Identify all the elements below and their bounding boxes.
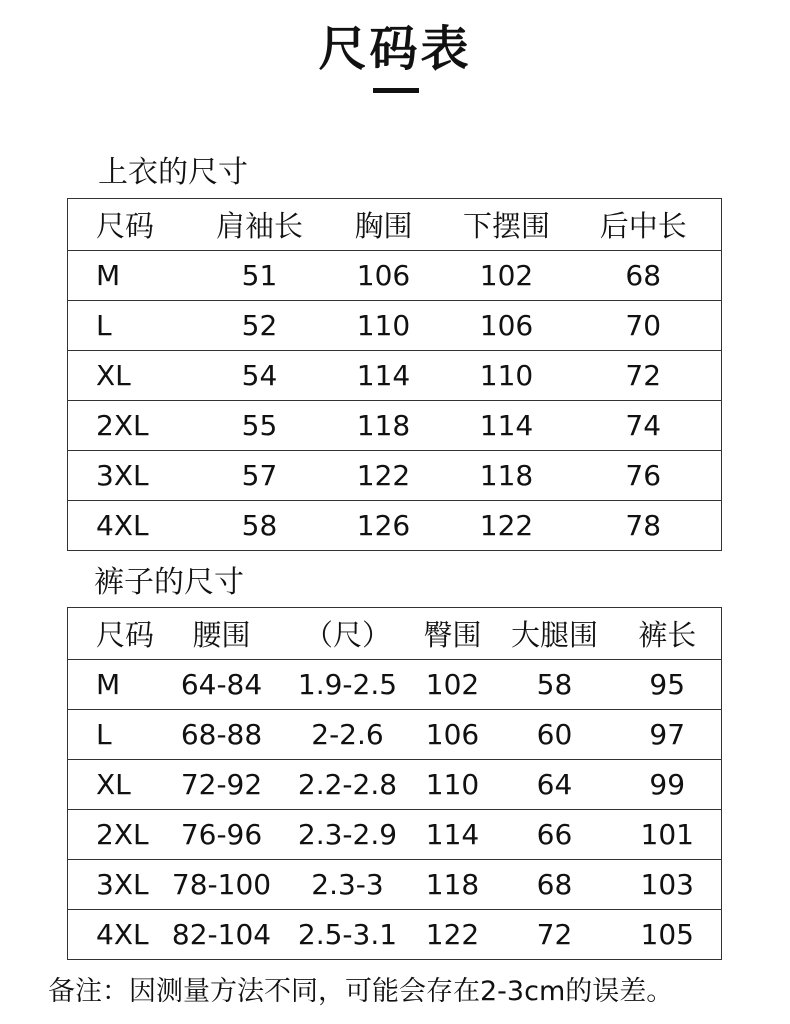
table-row — [68, 251, 722, 301]
table-cell: 51 — [200, 251, 320, 301]
table-cell: 110 — [410, 760, 496, 810]
table-cell: 102 — [410, 660, 496, 710]
table-cell: 64 — [496, 760, 614, 810]
table-cell: 95 — [614, 660, 722, 710]
header-cell: 尺码 — [68, 608, 158, 660]
top-section-title: 上衣的尺寸 — [98, 155, 248, 190]
table-cell: 106 — [410, 710, 496, 760]
table-cell: 82-104 — [171, 918, 272, 951]
table-cell: 78-100 — [158, 860, 286, 910]
table-row — [68, 910, 722, 960]
table-cell: 70 — [566, 301, 722, 351]
table-row — [68, 710, 722, 760]
table-cell: 122 — [320, 451, 448, 501]
table-cell: 72-92 — [158, 760, 286, 810]
measurement-note: 备注：因测量方法不同，可能会存在2-3cm的误差。 — [48, 976, 674, 1007]
table-cell: 72 — [566, 351, 722, 401]
table-cell: 97 — [614, 710, 722, 760]
table-row — [68, 860, 722, 910]
header-cell: （尺） — [286, 608, 410, 660]
page-title: 尺码表 — [318, 21, 472, 77]
table-cell: 55 — [200, 401, 320, 451]
table-row — [68, 501, 722, 551]
table-cell: 114 — [320, 351, 448, 401]
pants-size-table — [67, 607, 722, 960]
header-cell: 后中长 — [566, 199, 722, 251]
size-cell: XL — [68, 760, 158, 810]
table-cell: 118 — [448, 451, 566, 501]
header-cell: 臀围 — [410, 608, 496, 660]
table-cell: 106 — [448, 301, 566, 351]
table-cell: 103 — [614, 860, 722, 910]
table-cell: 1.9-2.5 — [286, 660, 410, 710]
table-cell: 54 — [200, 351, 320, 401]
size-cell: 2XL — [68, 401, 200, 451]
table-cell: 2.5-3.1 — [297, 918, 398, 951]
table-cell: 68 — [496, 860, 614, 910]
table-cell: 76 — [566, 451, 722, 501]
table-cell: 114 — [410, 810, 496, 860]
table-cell: 106 — [320, 251, 448, 301]
table-cell: 76-96 — [158, 810, 286, 860]
table-cell: 114 — [448, 401, 566, 451]
size-cell: 4XL — [96, 509, 149, 542]
table-cell: 66 — [496, 810, 614, 860]
header-cell: 腰围 — [158, 608, 286, 660]
header-cell: 下摆围 — [448, 199, 566, 251]
table-cell: 118 — [410, 860, 496, 910]
header-cell: 胸围 — [320, 199, 448, 251]
table-cell: 2.2-2.8 — [286, 760, 410, 810]
size-cell: 3XL — [68, 860, 158, 910]
table-cell: 101 — [614, 810, 722, 860]
size-cell: XL — [68, 351, 200, 401]
header-cell: 大腿围 — [496, 608, 614, 660]
table-cell: 74 — [566, 401, 722, 451]
table-cell: 57 — [200, 451, 320, 501]
table-header-row — [68, 608, 722, 660]
size-cell: 3XL — [68, 451, 200, 501]
table-cell: 68-88 — [158, 710, 286, 760]
header-cell: 尺码 — [68, 199, 200, 251]
table-row — [68, 451, 722, 501]
table-cell: 2-2.6 — [286, 710, 410, 760]
header-cell: 肩袖长 — [200, 199, 320, 251]
table-cell: 126 — [356, 509, 411, 542]
table-cell: 99 — [614, 760, 722, 810]
size-cell: 4XL — [96, 918, 149, 951]
table-cell: 58 — [241, 509, 278, 542]
table-cell: 78 — [625, 509, 662, 542]
size-cell: M — [68, 660, 158, 710]
table-cell: 110 — [320, 301, 448, 351]
table-row — [68, 351, 722, 401]
table-cell: 105 — [640, 918, 694, 951]
table-cell: 60 — [496, 710, 614, 760]
table-header-row — [68, 199, 722, 251]
table-cell: 68 — [566, 251, 722, 301]
table-cell: 64-84 — [158, 660, 286, 710]
table-cell: 2.3-2.9 — [286, 810, 410, 860]
table-cell: 110 — [448, 351, 566, 401]
pants-section-title: 裤子的尺寸 — [94, 565, 244, 600]
table-cell: 72 — [536, 918, 573, 951]
table-cell: 122 — [479, 509, 534, 542]
size-cell: L — [68, 710, 158, 760]
table-cell: 2.3-3 — [286, 860, 410, 910]
table-row — [68, 810, 722, 860]
header-cell: 裤长 — [614, 608, 722, 660]
table-cell: 102 — [448, 251, 566, 301]
size-cell: 2XL — [68, 810, 158, 860]
size-cell: M — [68, 251, 200, 301]
table-cell: 58 — [496, 660, 614, 710]
size-cell: L — [68, 301, 200, 351]
table-row — [68, 301, 722, 351]
top-size-table — [67, 198, 722, 551]
table-cell: 52 — [200, 301, 320, 351]
table-row — [68, 760, 722, 810]
title-underline — [373, 88, 419, 93]
table-row — [68, 401, 722, 451]
table-cell: 118 — [320, 401, 448, 451]
table-row — [68, 660, 722, 710]
table-cell: 122 — [425, 918, 480, 951]
